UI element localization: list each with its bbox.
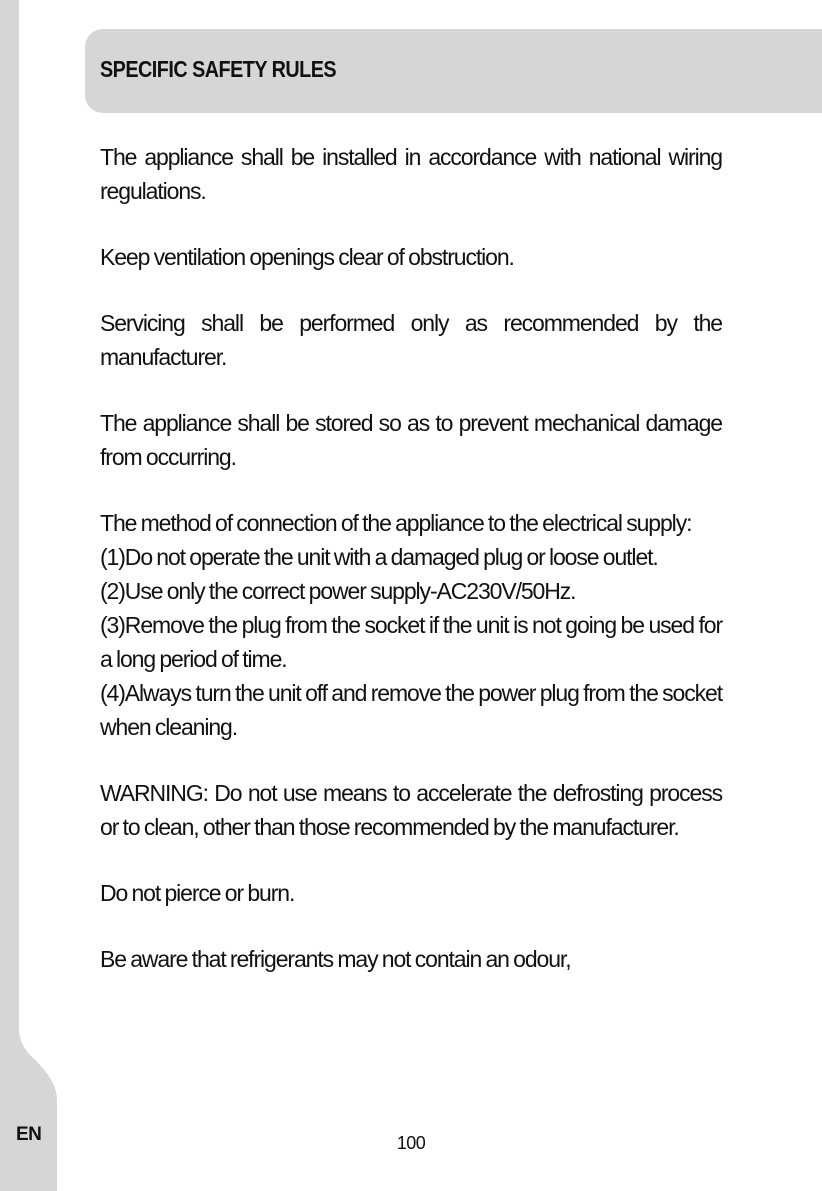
paragraph-installation (100, 140, 722, 208)
paragraph-warning (100, 776, 722, 844)
list-item: (4)Always turn the unit off and remove the power plug from the socket when cleaning. (100, 680, 722, 740)
text-line: The appliance shall be stored so as to prevent mechanical damage from occurring. (100, 410, 722, 470)
paragraph-servicing (100, 306, 722, 374)
language-label: EN (16, 1124, 42, 1145)
text-line: The appliance shall be installed in accordance with national wiring regulations. (100, 144, 722, 204)
section-title: SPECIFIC SAFETY RULES (100, 56, 337, 82)
text-line: WARNING: Do not use means to accelerate the defrosting process or to clean, other than those recommended by the manufacturer. (100, 780, 722, 840)
paragraph-storage (100, 406, 722, 474)
paragraph-electrical-connection (100, 506, 722, 744)
text-line: Servicing shall be performed only as recommended by the manufacturer. (100, 310, 722, 370)
paragraph-ventilation (100, 240, 722, 274)
content-body (100, 140, 722, 1008)
page-number: 100 (396, 1133, 426, 1153)
list-item: (3)Remove the plug from the socket if the unit is not going be used for a long period of time. (100, 612, 722, 672)
text-line: The method of connection of the appliance to the electrical supply: (100, 510, 692, 536)
paragraph-refrigerants (100, 942, 722, 976)
paragraph-pierce (100, 876, 722, 910)
text-line: Be aware that refrigerants may not contain an odour, (100, 946, 571, 972)
text-line: Keep ventilation openings clear of obstruction. (100, 244, 514, 270)
text-line: Do not pierce or burn. (100, 880, 295, 906)
list-item: (2)Use only the correct power supply-AC230V/50Hz. (100, 578, 576, 604)
list-item: (1)Do not operate the unit with a damaged plug or loose outlet. (100, 544, 658, 570)
